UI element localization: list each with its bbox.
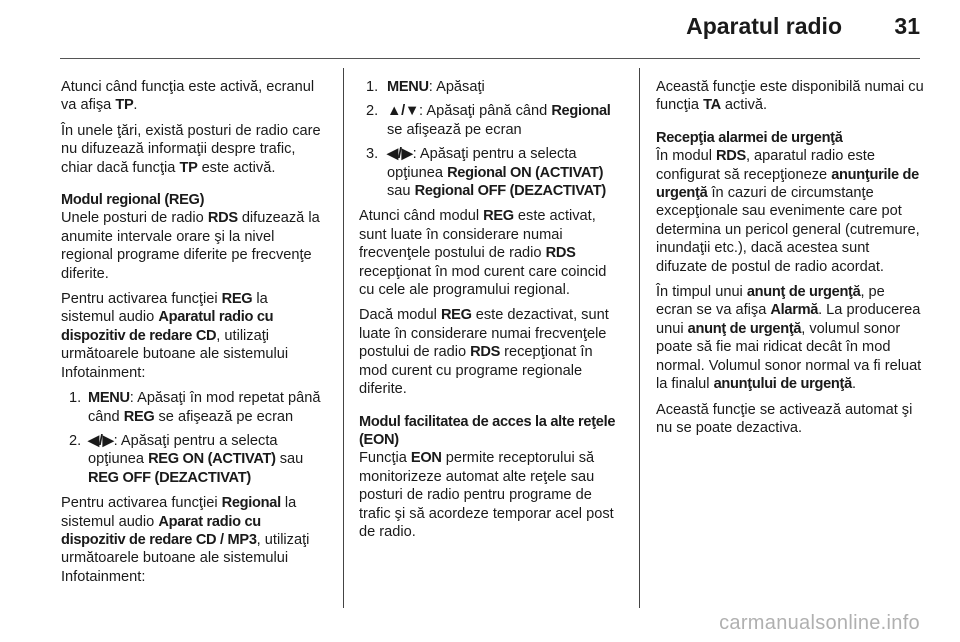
column-divider	[343, 68, 344, 608]
list-item: 3. ◀/▶: Apăsaţi pentru a selecta opţiunea Regional ON (ACTIVAT) sau Regional OFF (DEZACTIVAT)	[366, 146, 606, 200]
steps-list	[359, 78, 623, 200]
section-heading-eon: Modul facilitatea de acces la alte reţele (EON)	[359, 413, 616, 448]
paragraph: Unele posturi de radio RDS difuzează la anumite intervale orare şi la nivel regional programe diferite pe frecvenţe diferite.	[61, 210, 320, 282]
paragraph: Atunci când funcţia este activă, ecranul va afişa TP.	[61, 79, 315, 114]
paragraph: Dacă modul REG este dezactivat, sunt luate în considerare numai frecvenţele postului de radio RDS recepţionat în mod curent cu programe regionale diferite.	[359, 307, 609, 398]
header-rule	[60, 58, 920, 59]
column-middle	[359, 78, 623, 548]
steps-list	[61, 389, 325, 487]
column-divider	[639, 68, 640, 608]
section-heading-emergency: Recepţia alarmei de urgenţă	[656, 129, 843, 146]
column-left	[61, 78, 325, 593]
list-item: 2. ▲/▼: Apăsaţi până când Regional se afişează pe ecran	[366, 103, 611, 138]
page-title: Aparatul radio	[686, 13, 842, 39]
column-right	[656, 78, 924, 444]
section-heading-regional: Modul regional (REG)	[61, 192, 205, 209]
paragraph: Pentru activarea funcţiei Regional la sistemul audio Aparat radio cu dispozitiv de redare CD / MP3, utilizaţi următoarele butoane ale sistemului Infotainment:	[61, 495, 310, 585]
paragraph: Această funcţie se activează automat şi nu se poate dezactiva.	[656, 401, 913, 436]
list-item: 2. ◀/▶: Apăsaţi pentru a selecta opţiunea REG ON (ACTIVAT) sau REG OFF (DEZACTIVAT)	[69, 432, 304, 486]
watermark: carmanualsonline.info	[719, 612, 920, 634]
paragraph: Funcţia EON permite receptorului să monitorizeze automat alte reţele sau posturi de radio pentru programe de trafic şi să acordeze temporar acel post de radio.	[359, 450, 614, 540]
list-item: 1. MENU: Apăsaţi în mod repetat până când REG se afişează pe ecran	[69, 390, 321, 425]
list-item: 1. MENU: Apăsaţi	[366, 79, 485, 95]
paragraph: În modul RDS, aparatul radio este configurat să recepţioneze anunţurile de urgenţă în cazuri de circumstanţe excepţionale sau evenimente care pot determina un pericol general (cutremure, inundaţii etc.), dacă acestea sunt difuzate de postul de radio acordat.	[656, 148, 920, 275]
paragraph: În timpul unui anunţ de urgenţă, pe ecran se va afişa Alarmă. La producerea unui anunţ de urgenţă, volumul sonor poate să fie mai ridicat decât în mod normal. Volumul sonor normal va fi reluat la finalul anunţului de urgenţă.	[656, 284, 922, 393]
paragraph: Pentru activarea funcţiei REG la sistemul audio Aparatul radio cu dispozitiv de redare CD, utilizaţi următoarele butoane ale sistemului Infotainment:	[61, 291, 289, 381]
paragraph: În unele ţări, există posturi de radio care nu difuzează informaţii despre trafic, chiar dacă funcţia TP este activă.	[61, 122, 321, 176]
paragraph: Această funcţie este disponibilă numai cu funcţia TA activă.	[656, 79, 924, 114]
page-number: 31	[894, 13, 920, 39]
paragraph: Atunci când modul REG este activat, sunt luate în considerare numai frecvenţele postului de radio RDS recepţionat în mod curent care coincid cu cele ale programului regional.	[359, 208, 607, 299]
page-header	[0, 0, 960, 58]
